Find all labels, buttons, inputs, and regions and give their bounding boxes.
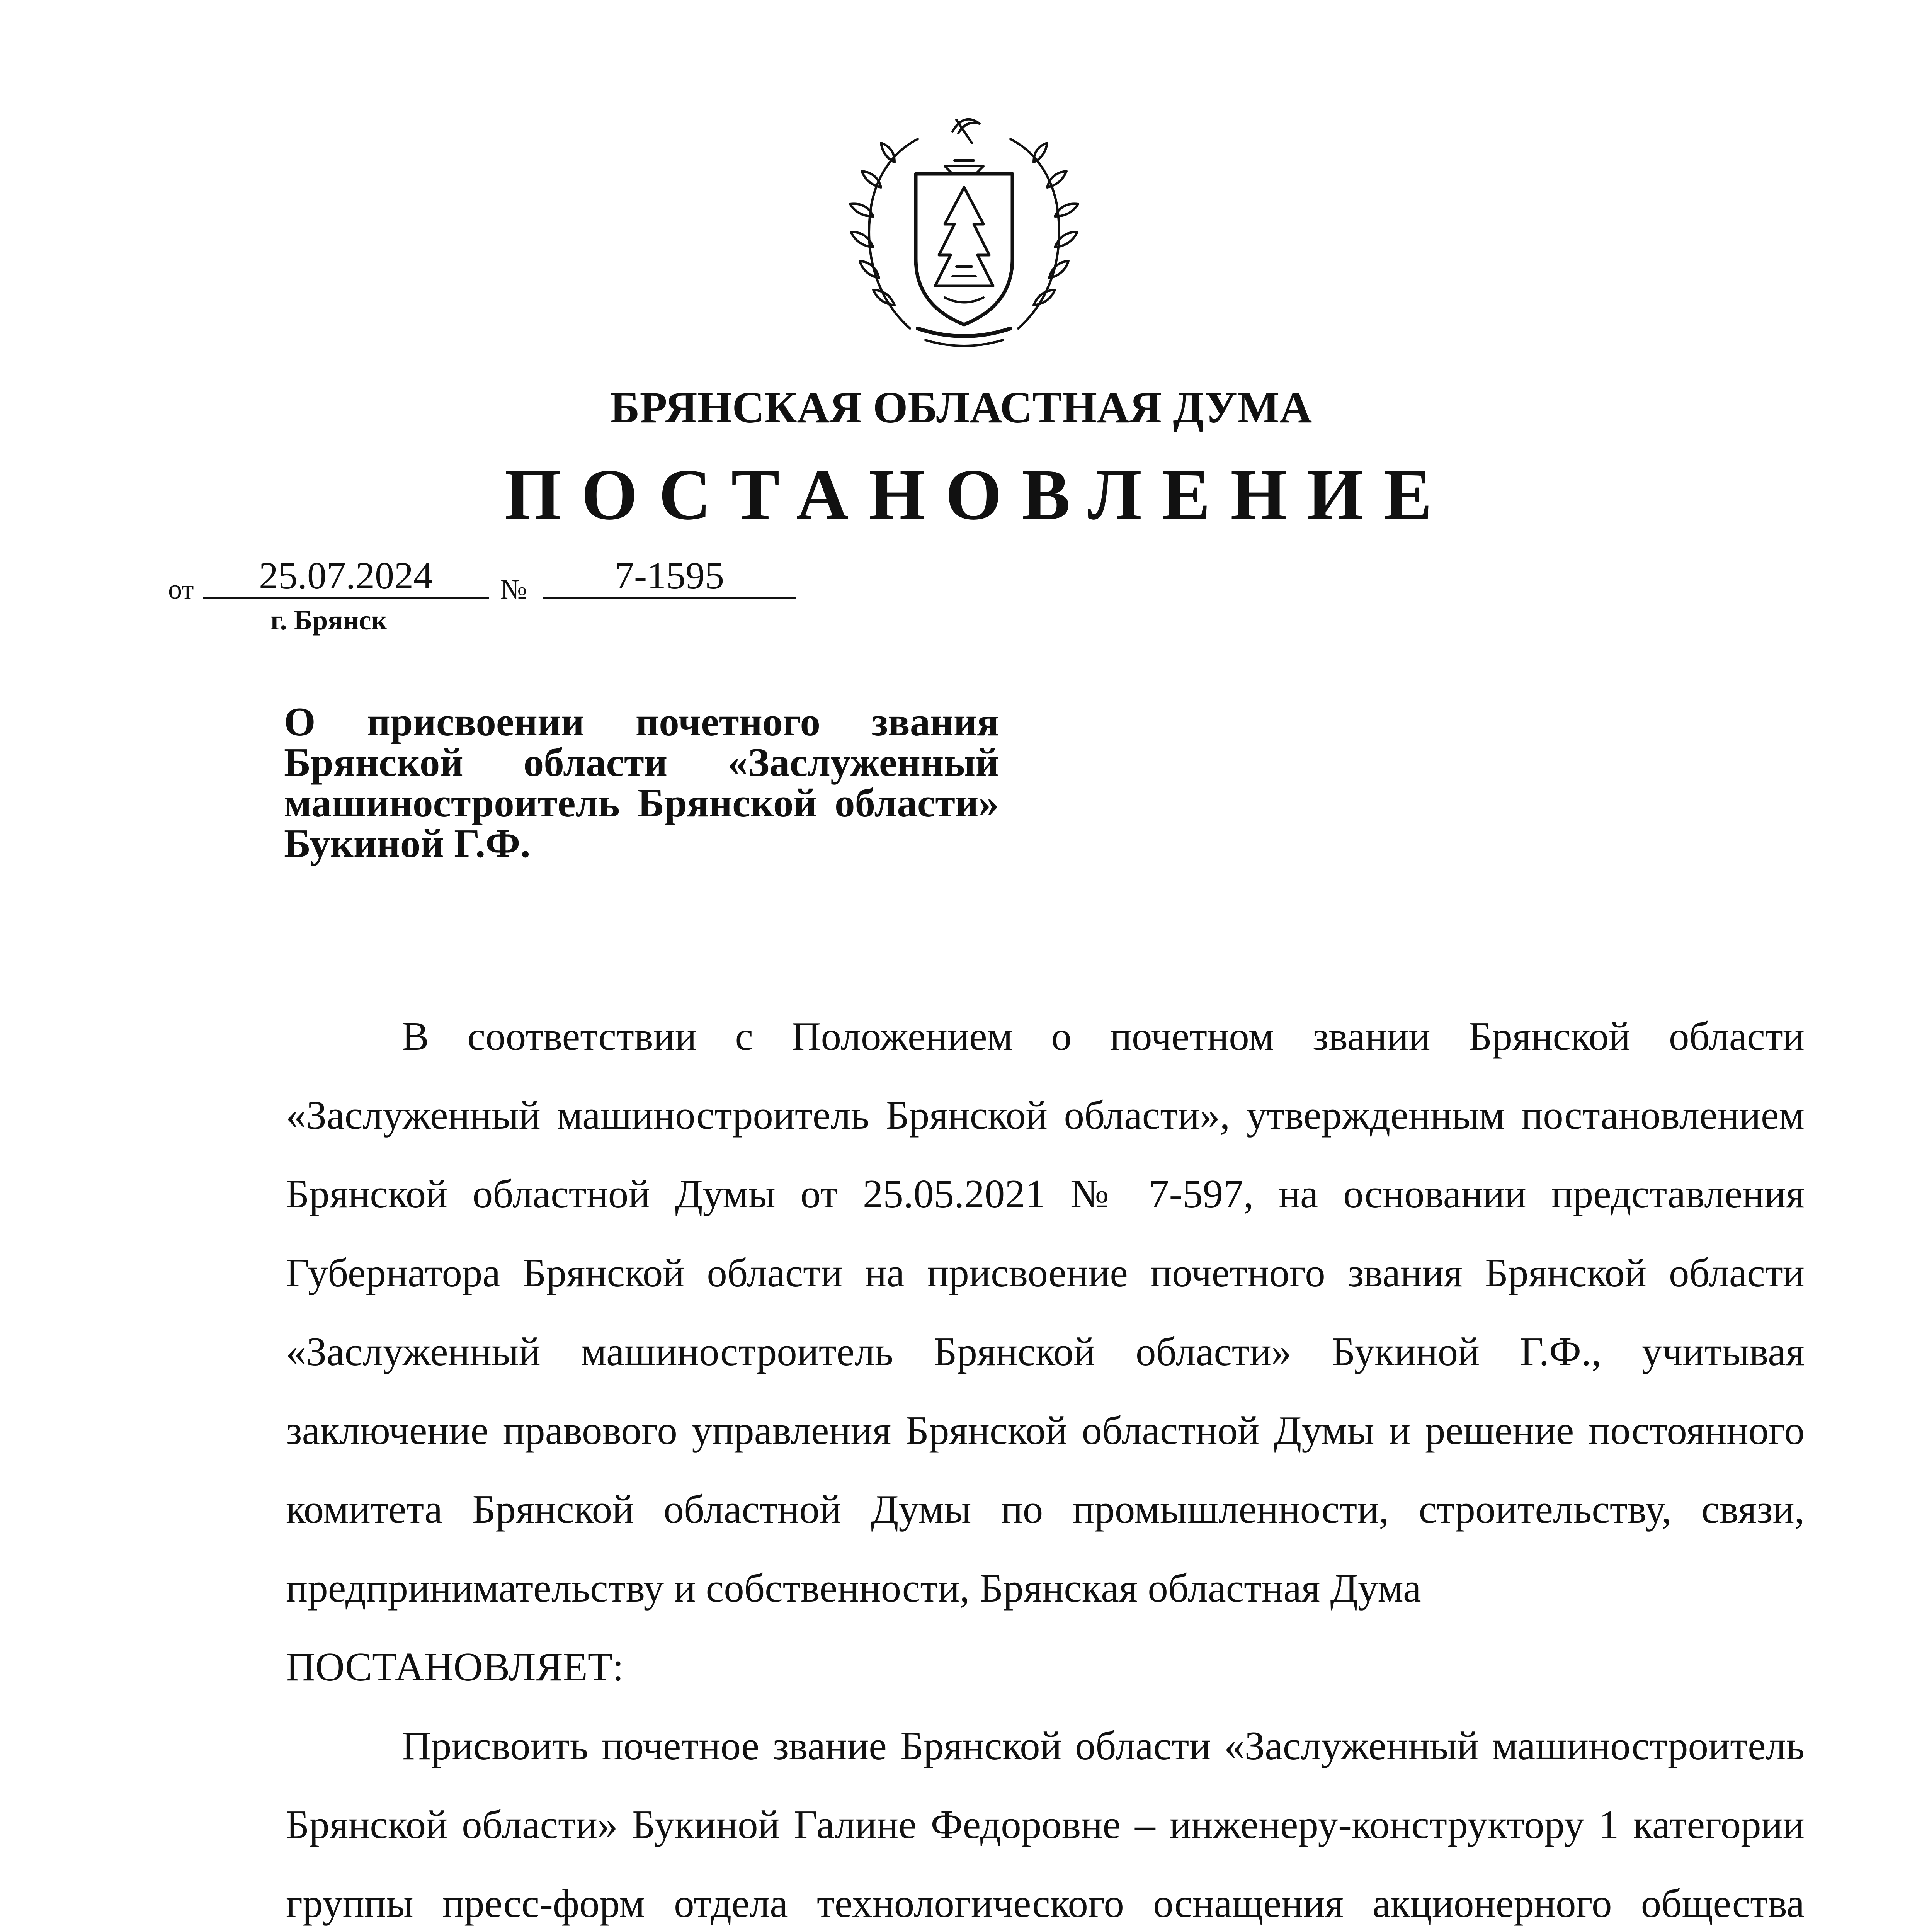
document-type: ПОСТАНОВЛЕНИЕ — [504, 454, 1453, 535]
number-label: № — [500, 574, 527, 605]
resolution-paragraph: Присвоить почетное звание Брянской области «Заслуженный машиностроитель Брянской области» Букиной Галине Федоровне – инженеру-конструктору 1 категории группы пресс-форм отдела технологического оснащения акционерного общества — [286, 1723, 1805, 1926]
decree-word: ПОСТАНОВЛЯЕТ: — [286, 1644, 624, 1689]
document-body — [286, 997, 1805, 1932]
coat-of-arms-icon — [829, 97, 1099, 367]
document-title: О присвоении почетного звания Брянской области «Заслуженный машиностроитель Брянской области» Букиной Г.Ф. — [284, 699, 999, 866]
date-underline — [203, 597, 489, 599]
document-number: 7-1595 — [614, 554, 725, 597]
organization-name: БРЯНСКАЯ ОБЛАСТНАЯ ДУМА — [610, 383, 1312, 432]
city-name: г. Брянск — [270, 605, 388, 636]
number-underline — [543, 597, 796, 599]
date-label: от — [168, 574, 194, 605]
preamble-paragraph: В соответствии с Положением о почетном звании Брянской области «Заслуженный машиностроитель Брянской области», утвержденным постановлением Брянской областной Думы от 25.05.2021 № 7-597, на основании представления Губернатора Брянской области на присвоение почетного звания Брянской области «Заслуженный машиностроитель Брянской области» Букиной Г.Ф., учитывая заключение правового управления Брянской областной Думы и решение постоянного комитета Брянской областной Думы по промышленности, строительству, связи, предпринимательству и собственности, Брянская областная Дума — [286, 1014, 1805, 1611]
document-date: 25.07.2024 — [259, 554, 433, 597]
